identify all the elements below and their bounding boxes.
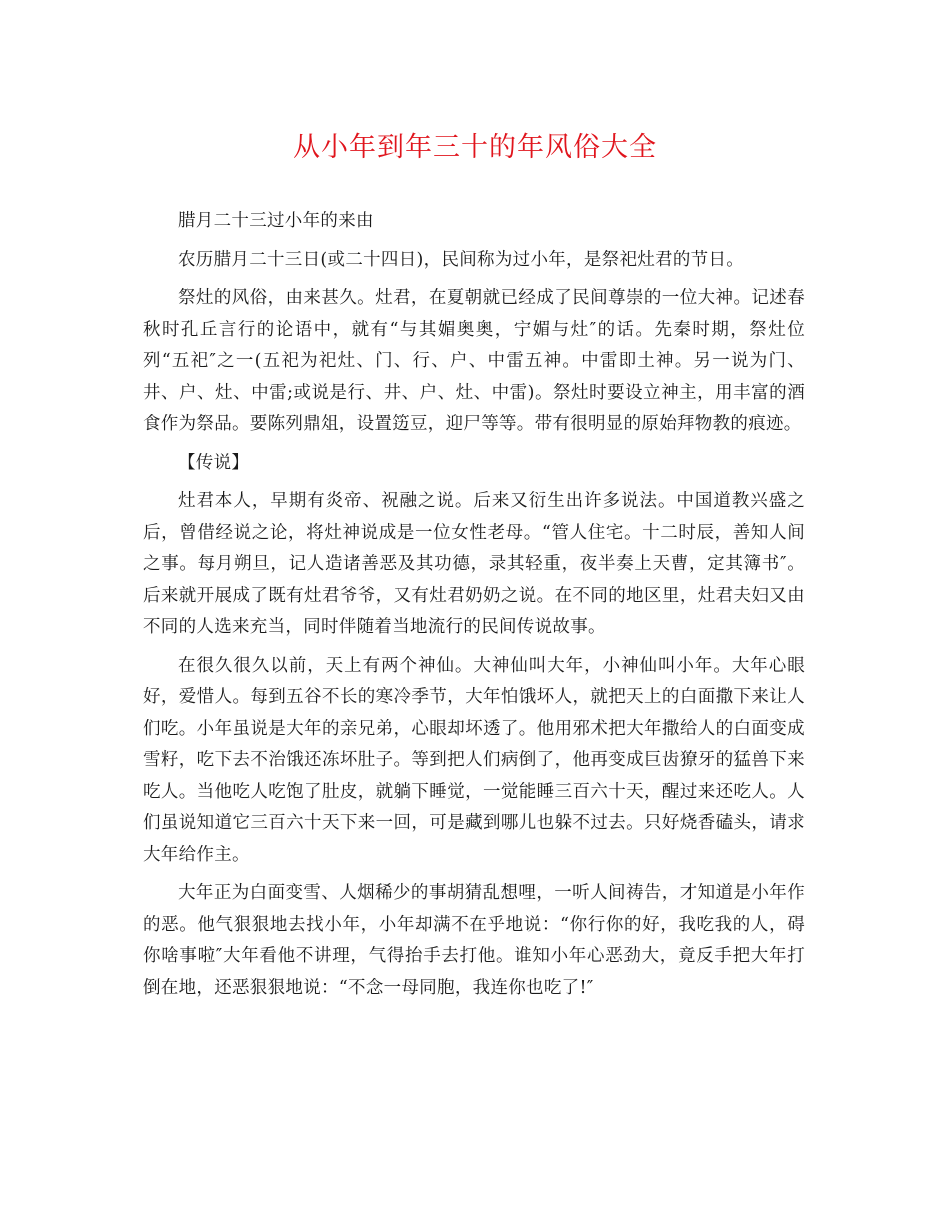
document-body [143,206,805,1004]
paragraph: 祭灶的风俗，由来甚久。灶君，在夏朝就已经成了民间尊崇的一位大神。记述春秋时孔丘言行的论语中，就有“与其媚奥奥，宁媚与灶″的话。先秦时期，祭灶位列“五祀″之一(五祀为祀灶、门、行、户、中雷五神。中雷即土神。另一说为门、井、户、灶、中雷;或说是行、井、户、灶、中雷)。祭灶时要设立神主，用丰富的酒食作为祭品。要陈列鼎俎，设置笾豆，迎尸等等。带有很明显的原始拜物教的痕迹。 [143,288,805,434]
section-heading: 【传说】 [178,452,250,473]
paragraph: 大年正为白面变雪、人烟稀少的事胡猜乱想哩，一听人间祷告，才知道是小年作的恶。他气狠狠地去找小年，小年却满不在乎地说：“你行你的好，我吃我的人，碍你啥事啦″大年看他不讲理，气得抬手去打他。谁知小年心恶劲大，竟反手把大年打倒在地，还恶狠狠地说：“不念一母同胞，我连你也吃了!″ [143,883,805,998]
paragraph: 农历腊月二十三日(或二十四日)，民间称为过小年，是祭祀灶君的节日。 [178,249,745,270]
document-title: 从小年到年三十的年风俗大全 [293,132,657,163]
section-heading: 腊月二十三过小年的来由 [178,211,374,231]
paragraph: 灶君本人，早期有炎帝、祝融之说。后来又衍生出许多说法。中国道教兴盛之后，曾借经说之论，将灶神说成是一位女性老母。“管人住宅。十二时辰，善知人间之事。每月朔旦，记人造诸善恶及其功德，录其轻重，夜半奏上天曹，定其簿书″。后来就开展成了既有灶君爷爷，又有灶君奶奶之说。在不同的地区里，灶君夫妇又由不同的人选来充当，同时伴随着当地流行的民间传说故事。 [143,491,805,637]
paragraph: 在很久很久以前，天上有两个神仙。大神仙叫大年，小神仙叫小年。大年心眼好，爱惜人。每到五谷不长的寒冷季节，大年怕饿坏人，就把天上的白面撒下来让人们吃。小年虽说是大年的亲兄弟，心眼却坏透了。他用邪术把大年撒给人的白面变成雪籽，吃下去不治饿还冻坏肚子。等到把人们病倒了，他再变成巨齿獠牙的猛兽下来吃人。当他吃人吃饱了肚皮，就躺下睡觉，一觉能睡三百六十天，醒过来还吃人。人们虽说知道它三百六十天下来一回，可是藏到哪儿也躲不过去。只好烧香磕头，请求大年给作主。 [143,655,805,865]
